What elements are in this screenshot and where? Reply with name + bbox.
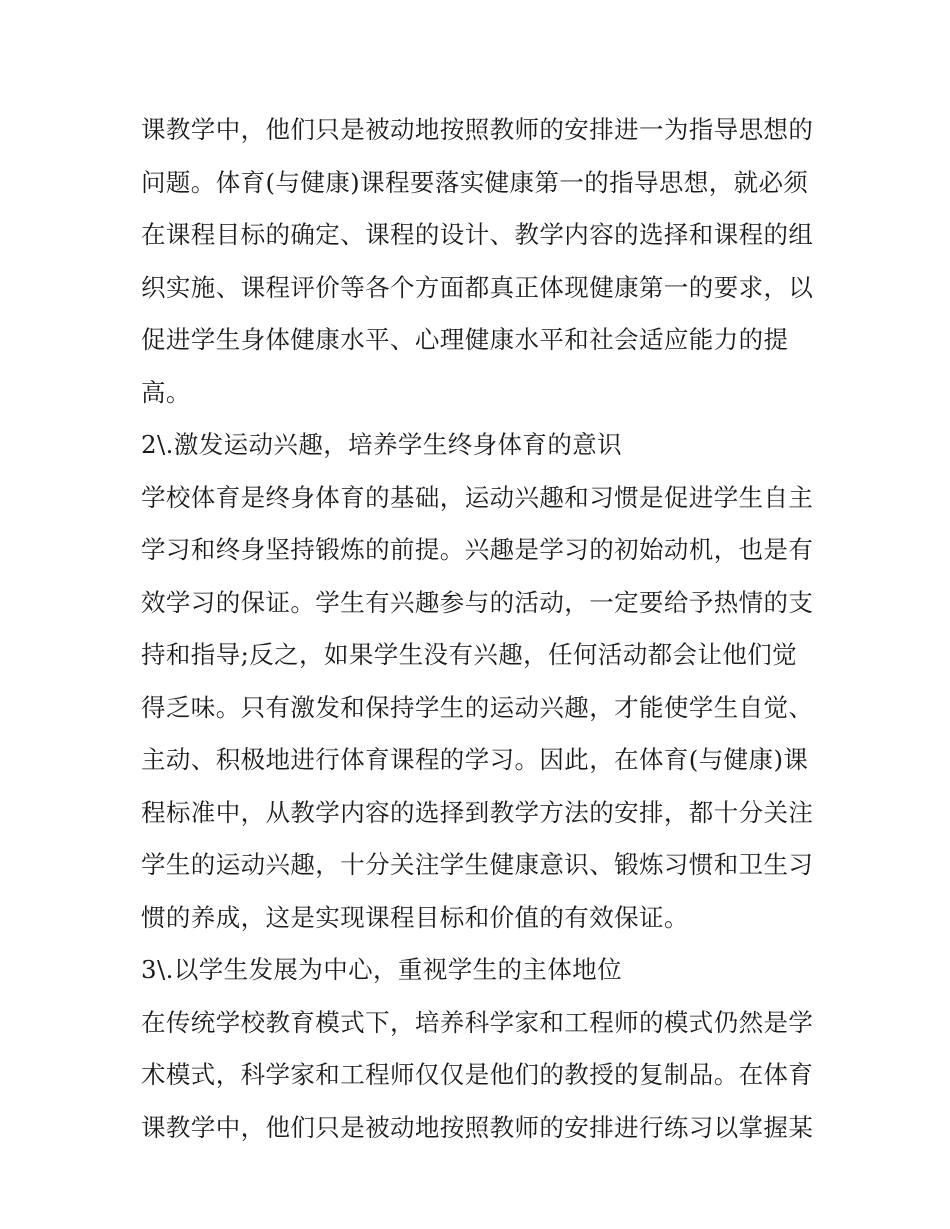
text-line: 得乏味。只有激发和保持学生的运动兴趣，才能使学生自觉、 [141, 692, 814, 722]
text-line: 在传统学校教育模式下，培养科学家和工程师的模式仍然是学 [141, 1007, 814, 1037]
text-line: 学习和终身坚持锻炼的前提。兴趣是学习的初始动机，也是有 [141, 535, 814, 564]
text-line: 问题。体育(与健康)课程要落实健康第一的指导思想，就必须 [141, 167, 809, 197]
paragraph [141, 472, 821, 945]
text-line: 高。 [141, 377, 191, 407]
section-heading: 3\.以学生发展为中心，重视学生的主体地位 [141, 955, 623, 984]
text-line: 学生的运动兴趣，十分关注学生健康意识、锻炼习惯和卫生习 [141, 850, 814, 879]
text-line: 促进学生身体健康水平、心理健康水平和社会适应能力的提 [141, 325, 789, 354]
text-line: 课教学中，他们只是被动地按照教师的安排进行练习以掌握某 [141, 1112, 814, 1142]
text-line: 术模式，科学家和工程师仅仅是他们的教授的复制品。在体育 [141, 1060, 814, 1089]
text-line: 效学习的保证。学生有兴趣参与的活动，一定要给予热情的支 [141, 587, 814, 617]
text-line: 惯的养成，这是实现课程目标和价值的有效保证。 [141, 902, 689, 932]
text-line: 织实施、课程评价等各个方面都真正体现健康第一的要求，以 [141, 272, 814, 302]
paragraph [141, 997, 821, 1155]
text-line: 主动、积极地进行体育课程的学习。因此，在体育(与健康)课 [141, 745, 809, 774]
text-line: 程标准中，从教学内容的选择到教学方法的安排，都十分关注 [141, 797, 814, 827]
paragraph [141, 104, 821, 419]
text-line: 学校体育是终身体育的基础，运动兴趣和习惯是促进学生自主 [141, 482, 814, 512]
text-line: 在课程目标的确定、课程的设计、教学内容的选择和课程的组 [141, 220, 814, 249]
text-line: 课教学中，他们只是被动地按照教师的安排进一为指导思想的 [141, 115, 814, 144]
section-heading: 2\.激发运动兴趣，培养学生终身体育的意识 [141, 430, 623, 459]
text-line: 持和指导;反之，如果学生没有兴趣，任何活动都会让他们觉 [141, 640, 798, 669]
document-body [141, 104, 821, 1154]
